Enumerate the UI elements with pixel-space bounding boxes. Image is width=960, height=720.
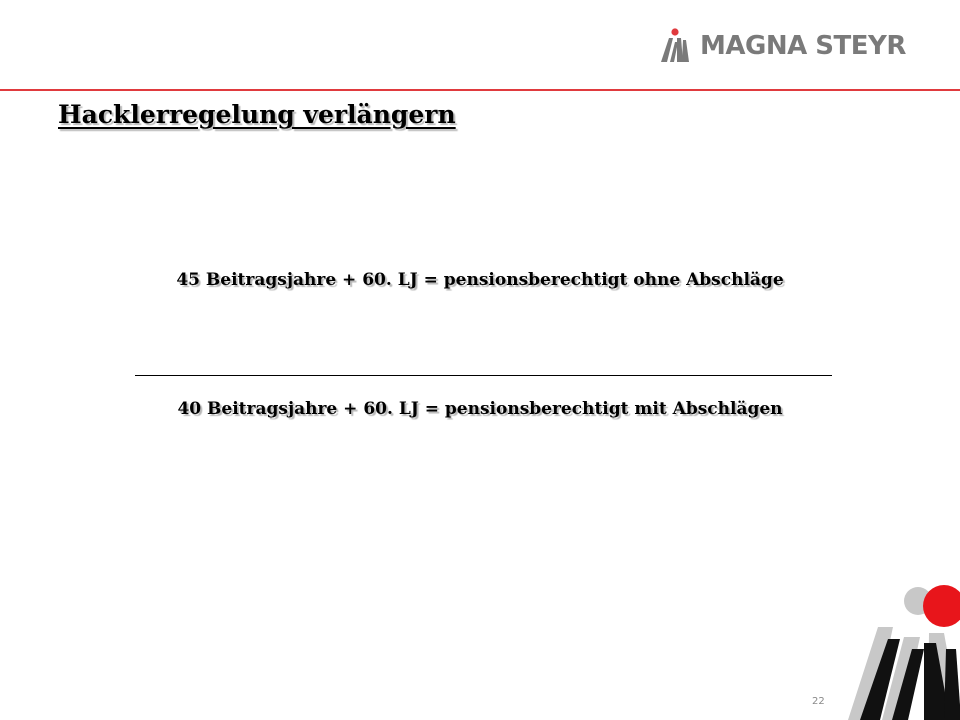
magna-figures-graphic	[832, 565, 960, 720]
header-divider	[0, 89, 960, 91]
magna-steyr-logo-icon	[658, 28, 692, 64]
logo-text: MAGNA STEYR	[700, 31, 906, 61]
slide-title: Hacklerregelung verlängern	[58, 100, 456, 129]
statement-without-deductions: 45 Beitragsjahre + 60. LJ = pensionsberechtigt ohne Abschläge	[176, 270, 784, 290]
statement-divider	[135, 375, 832, 376]
page-number: 22	[812, 696, 825, 707]
company-logo	[658, 26, 906, 66]
statement-with-deductions: 40 Beitragsjahre + 60. LJ = pensionsberechtigt mit Abschlägen	[177, 399, 783, 419]
